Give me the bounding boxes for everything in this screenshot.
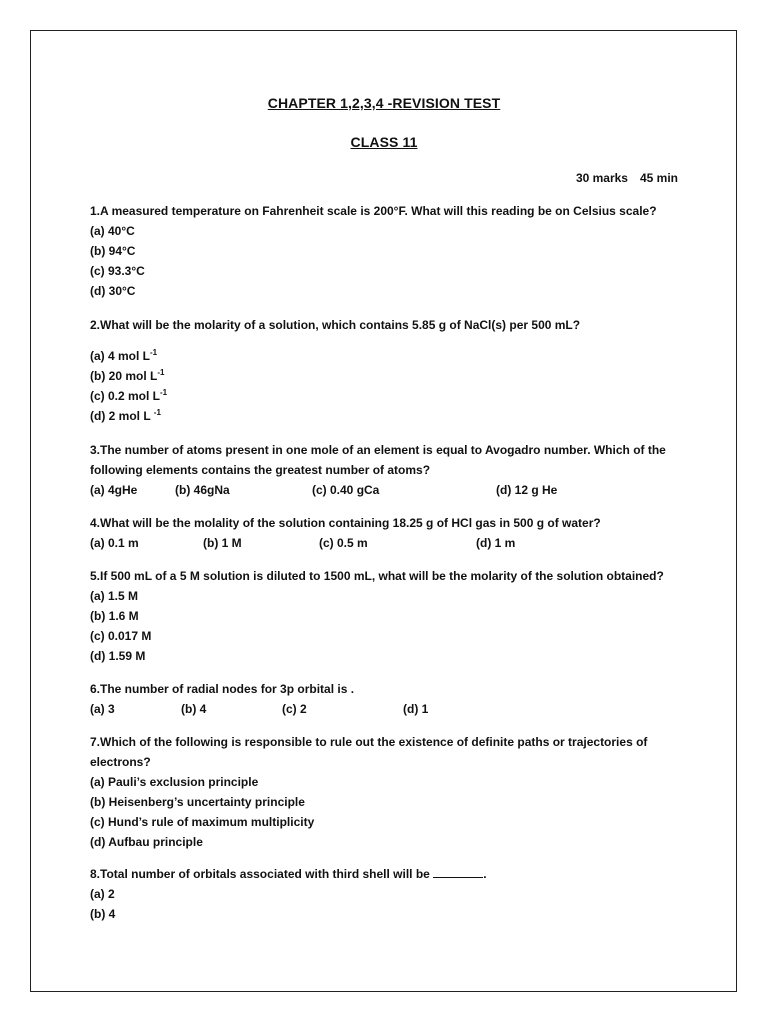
option-2d	[90, 406, 690, 426]
option-2b-exponent: -1	[157, 368, 165, 377]
question-5	[90, 566, 690, 666]
question-6	[90, 679, 690, 719]
question-2-stem: 2.What will be the molarity of a solution, which contains 5.85 g of NaCl(s) per 500 mL?	[90, 318, 581, 332]
option-3b: (b) 46gNa	[175, 483, 230, 497]
marks-label: 30 marks	[575, 171, 628, 185]
option-7d: (d) Aufbau principle	[90, 835, 203, 849]
test-meta	[576, 171, 678, 185]
option-3a: (a) 4gHe	[90, 483, 138, 497]
option-2a-text: (a) 4 mol L	[90, 349, 151, 363]
option-4b: (b) 1 M	[203, 536, 242, 550]
option-1a: (a) 40°C	[90, 224, 135, 238]
option-2b	[90, 366, 690, 386]
option-8b: (b) 4	[90, 907, 116, 921]
class-label: CLASS 11	[350, 134, 418, 150]
option-1c: (c) 93.3°C	[90, 264, 145, 278]
option-2b-text: (b) 20 mol L	[90, 369, 158, 383]
option-2c-text: (c) 0.2 mol L	[90, 389, 161, 403]
question-8-stem	[90, 864, 690, 884]
option-4d: (d) 1 m	[476, 536, 516, 550]
option-8a: (a) 2	[90, 887, 115, 901]
option-6d: (d) 1	[403, 702, 429, 716]
question-7	[90, 732, 690, 852]
option-3d: (d) 12 g He	[496, 483, 558, 497]
option-7a: (a) Pauli’s exclusion principle	[90, 775, 259, 789]
question-4-stem: 4.What will be the molality of the solution containing 18.25 g of HCl gas in 500 g of water?	[90, 516, 601, 530]
option-5b: (b) 1.6 M	[90, 609, 139, 623]
question-3-stem-line1: 3.The number of atoms present in one mole of an element is equal to Avogadro number. Which of the	[90, 443, 666, 457]
option-2d-text: (d) 2 mol L	[90, 409, 154, 423]
option-6a: (a) 3	[90, 702, 115, 716]
question-6-stem: 6.The number of radial nodes for 3p orbital is .	[90, 682, 355, 696]
question-1-stem: 1.A measured temperature on Fahrenheit scale is 200°F. What will this reading be on Celsius scale?	[90, 204, 657, 218]
question-4-options	[90, 533, 690, 553]
question-3-options	[90, 480, 690, 500]
option-3c: (c) 0.40 gCa	[312, 483, 380, 497]
question-1	[90, 201, 690, 301]
answer-blank	[433, 865, 483, 878]
question-7-stem-line1: 7.Which of the following is responsible to rule out the existence of definite paths or trajectories of	[90, 735, 648, 749]
option-2c-exponent: -1	[160, 388, 168, 397]
question-4	[90, 513, 690, 553]
option-2c	[90, 386, 690, 406]
time-label: 45 min	[639, 171, 678, 185]
option-2a	[90, 346, 690, 366]
option-4a: (a) 0.1 m	[90, 536, 139, 550]
question-5-stem: 5.If 500 mL of a 5 M solution is diluted to 1500 mL, what will be the molarity of the solution obtained?	[90, 569, 664, 583]
option-7b: (b) Heisenberg’s uncertainty principle	[90, 795, 305, 809]
option-1b: (b) 94°C	[90, 244, 136, 258]
question-2	[90, 315, 690, 426]
option-6c: (c) 2	[282, 702, 307, 716]
question-3-stem-line2: following elements contains the greatest number of atoms?	[90, 463, 431, 477]
option-4c: (c) 0.5 m	[319, 536, 368, 550]
option-6b: (b) 4	[181, 702, 207, 716]
option-5c: (c) 0.017 M	[90, 629, 152, 643]
option-5a: (a) 1.5 M	[90, 589, 139, 603]
question-7-stem-line2: electrons?	[90, 755, 151, 769]
question-6-options	[90, 699, 690, 719]
option-5d: (d) 1.59 M	[90, 649, 146, 663]
option-1d: (d) 30°C	[90, 284, 136, 298]
option-2a-exponent: -1	[150, 348, 158, 357]
question-8-stem-text: 8.Total number of orbitals associated with third shell will be	[90, 867, 430, 881]
option-2d-exponent: -1	[153, 408, 161, 417]
page-title: CHAPTER 1,2,3,4 -REVISION TEST	[267, 95, 501, 111]
question-8	[90, 864, 690, 924]
option-7c: (c) Hund’s rule of maximum multiplicity	[90, 815, 315, 829]
question-8-stem-end: .	[483, 867, 487, 881]
question-3	[90, 440, 690, 500]
